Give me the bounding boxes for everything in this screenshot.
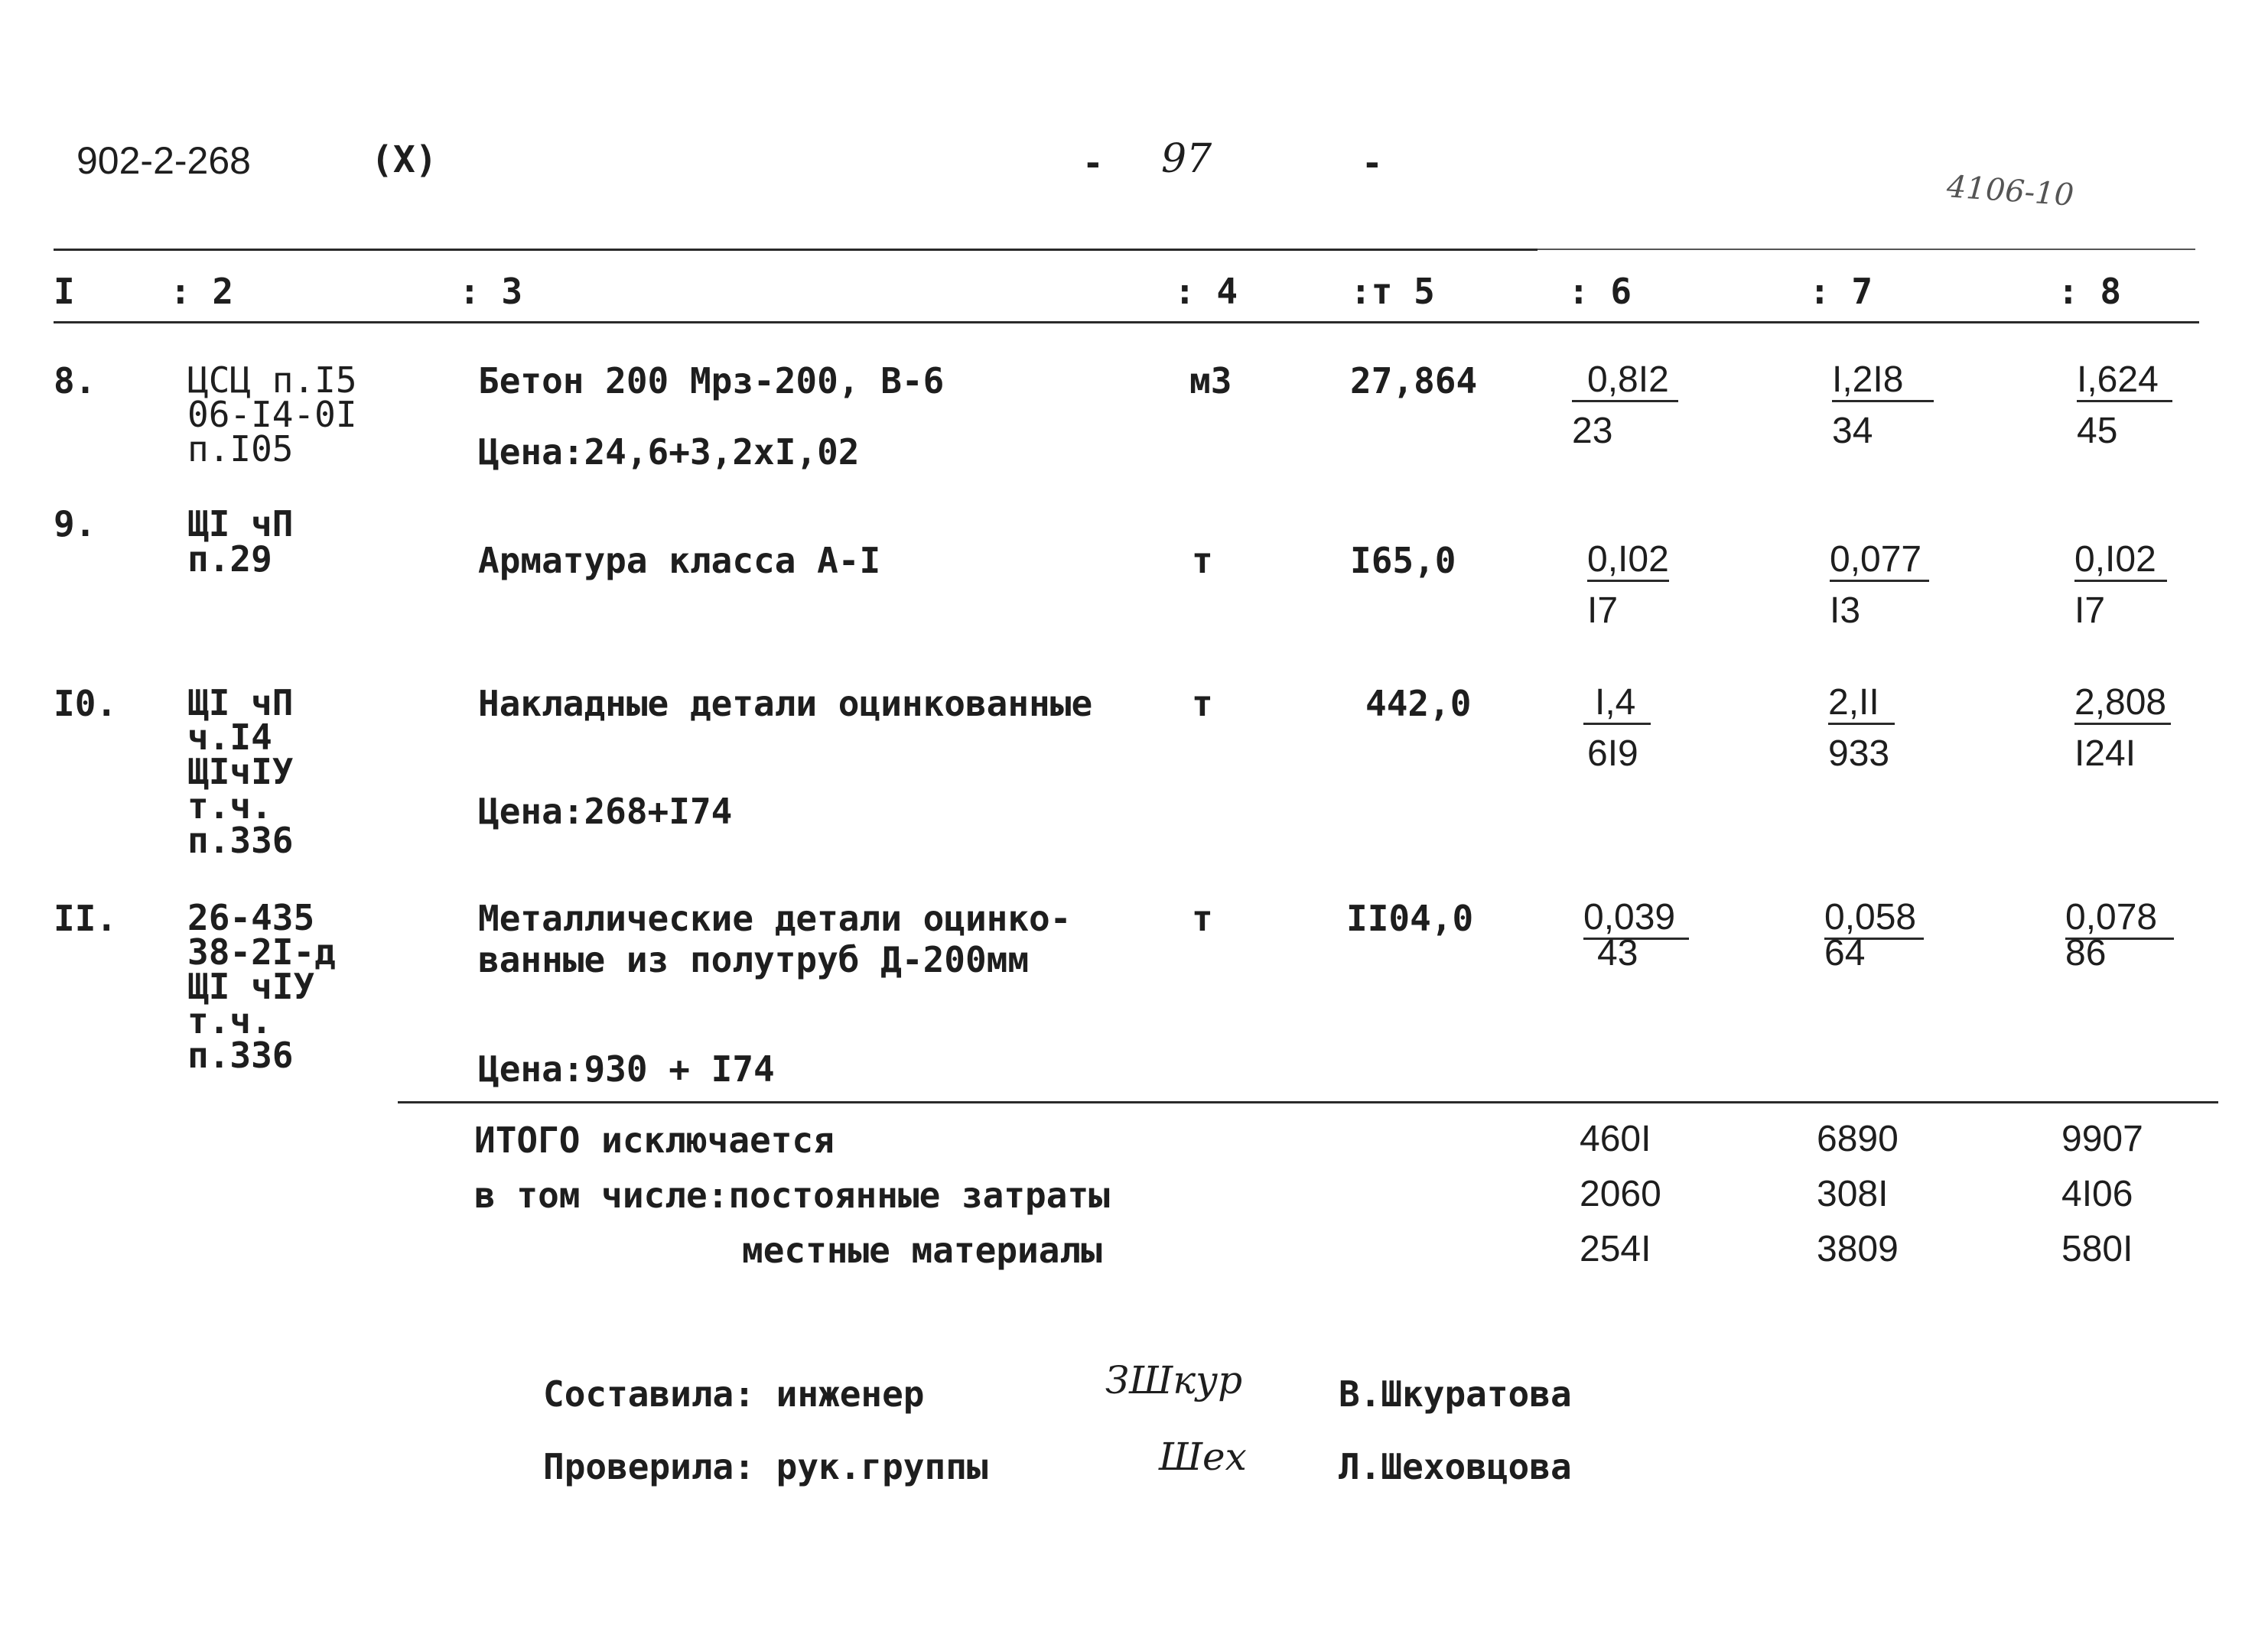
row-reference-line: ЩI чП [187, 682, 294, 723]
column-header-6: : 6 [1568, 271, 1632, 312]
cell-col6-top: I,4 [1583, 684, 1651, 725]
cell-col8-bottom: 86 [2065, 933, 2107, 973]
row-reference-line: ЩI чП [187, 503, 294, 544]
row-reference-line: ЩI чIУ [187, 966, 315, 1008]
row-description: Бетон 200 Мрз-200, В-6 [478, 360, 945, 401]
cell-col8 [2074, 541, 2167, 629]
cell-col8 [2077, 359, 2172, 451]
column-header-1: I [54, 271, 75, 312]
cell-col7 [1830, 541, 1929, 629]
row-reference-line: п.336 [187, 820, 294, 862]
row-reference [187, 359, 357, 470]
cell-col6-bottom: I7 [1587, 590, 1619, 631]
cell-col6-top: 0,039 [1583, 899, 1689, 940]
row-reference-line: т.ч. [187, 785, 272, 827]
totals-rule [398, 1101, 2218, 1103]
row-number: 8. [54, 360, 96, 401]
row-reference [187, 897, 336, 1077]
table-top-rule-right [1537, 249, 2195, 250]
row-description-continued: ванные из полутруб Д-200мм [478, 939, 1030, 980]
row-quantity: I65,0 [1350, 540, 1456, 581]
header-bottom-rule [54, 321, 2199, 323]
page-number: 97 [1161, 136, 1212, 182]
row-reference-line: ЦСЦ п.I5 [187, 359, 357, 401]
cell-col7 [1828, 684, 1895, 772]
cell-col7-bottom: 933 [1828, 733, 1890, 774]
cell-col8-bottom: 45 [2077, 411, 2118, 451]
totals-col8: 4I06 [2061, 1174, 2133, 1214]
cell-col8-bottom: I7 [2074, 590, 2106, 631]
column-header-3: : 3 [459, 271, 523, 312]
row-description: Накладные детали оцинкованные [478, 683, 1093, 724]
column-header-7: : 7 [1809, 271, 1873, 312]
cell-col7 [1832, 359, 1934, 451]
signature-handwritten: Шех [1159, 1435, 1247, 1479]
cell-col8-top: 0,I02 [2074, 541, 2167, 582]
page-dash-right: - [1362, 142, 1383, 184]
row-unit: м3 [1189, 360, 1232, 401]
cell-col8-top: 0,078 [2065, 899, 2174, 940]
totals-col6: 460I [1580, 1119, 1651, 1159]
totals-col6: 254I [1580, 1229, 1651, 1269]
row-description: Металлические детали оцинко- [478, 898, 1072, 939]
row-quantity: 442,0 [1365, 683, 1472, 724]
cell-col8-top: 2,808 [2074, 684, 2171, 725]
row-quantity: 27,864 [1350, 360, 1478, 401]
cell-col7 [1824, 899, 1924, 972]
cell-col7-bottom: 34 [1832, 411, 1873, 451]
column-header-5: :т 5 [1350, 271, 1435, 312]
row-unit: т [1192, 540, 1213, 581]
row-reference-line: ЩIчIУ [187, 751, 294, 793]
totals-col7: 6890 [1817, 1119, 1899, 1159]
row-reference-line: т.ч. [187, 1000, 272, 1042]
row-reference-line: п.336 [187, 1035, 294, 1077]
cell-col6-top: 0,I02 [1587, 541, 1669, 582]
doc-code-mark: (X) [371, 138, 438, 181]
row-unit: т [1192, 898, 1213, 939]
signature-role: Составила: инженер [543, 1373, 925, 1415]
cell-col7-bottom: 64 [1824, 933, 1866, 973]
cell-col7-top: I,2I8 [1832, 362, 1934, 402]
row-reference [187, 503, 294, 580]
row-reference-line: 06-I4-0I [187, 394, 357, 436]
column-header-8: : 8 [2058, 271, 2122, 312]
cell-col7-top: 0,077 [1830, 541, 1929, 582]
totals-col7: 3809 [1817, 1229, 1899, 1269]
totals-label: в том числе:постоянные затраты [474, 1175, 1110, 1216]
table-top-rule [54, 249, 1537, 251]
page-dash-left: - [1082, 142, 1104, 184]
row-price: Цена:24,6+3,2xI,02 [478, 431, 860, 473]
signature-name: Л.Шеховцова [1339, 1446, 1572, 1487]
row-price: Цена:268+I74 [478, 791, 733, 832]
row-number: 9. [54, 503, 96, 544]
totals-col8: 9907 [2061, 1119, 2143, 1159]
row-reference-line: п.I05 [187, 428, 294, 470]
cell-col6-bottom: 43 [1597, 933, 1638, 973]
cell-col6 [1583, 899, 1689, 972]
row-number: II. [54, 898, 118, 939]
cell-col6-bottom: 6I9 [1587, 733, 1638, 774]
cell-col8 [2065, 899, 2174, 972]
row-quantity: II04,0 [1346, 898, 1474, 939]
cell-col6-top: 0,8I2 [1572, 362, 1678, 402]
doc-code: 902-2-268 [76, 139, 251, 182]
row-reference-line: п.29 [187, 538, 272, 580]
totals-col8: 580I [2061, 1229, 2133, 1269]
row-price: Цена:930 + I74 [478, 1048, 775, 1090]
totals-label: ИТОГО исключается [474, 1120, 835, 1161]
cell-col8-top: I,624 [2077, 362, 2172, 402]
column-header-4: : 4 [1174, 271, 1238, 312]
cell-col8-bottom: I24I [2074, 733, 2136, 774]
signature-handwritten: ЗШкур [1105, 1358, 1243, 1402]
cell-col7-bottom: I3 [1830, 590, 1861, 631]
totals-label: местные материалы [742, 1230, 1102, 1271]
cell-col6-bottom: 23 [1572, 411, 1613, 451]
row-description: Арматура класса A-I [478, 540, 881, 581]
row-reference-line: ч.I4 [187, 717, 272, 759]
row-reference-line: 26-435 [187, 897, 315, 938]
cell-col8 [2074, 684, 2171, 772]
row-number: I0. [54, 683, 118, 724]
cell-col7-top: 0,058 [1824, 899, 1924, 940]
column-header-2: : 2 [170, 271, 234, 312]
signature-role: Проверила: рук.группы [543, 1446, 988, 1487]
row-unit: т [1192, 683, 1213, 724]
handwritten-reference: 4106-10 [1945, 169, 2075, 213]
cell-col6 [1583, 684, 1651, 772]
signature-name: В.Шкуратова [1339, 1373, 1572, 1415]
cell-col6 [1587, 541, 1669, 629]
row-reference-line: 38-2I-д [187, 931, 336, 973]
totals-col6: 2060 [1580, 1174, 1661, 1214]
row-reference [187, 682, 294, 862]
cell-col6 [1572, 359, 1678, 451]
cell-col7-top: 2,II [1828, 684, 1895, 725]
totals-col7: 308I [1817, 1174, 1889, 1214]
